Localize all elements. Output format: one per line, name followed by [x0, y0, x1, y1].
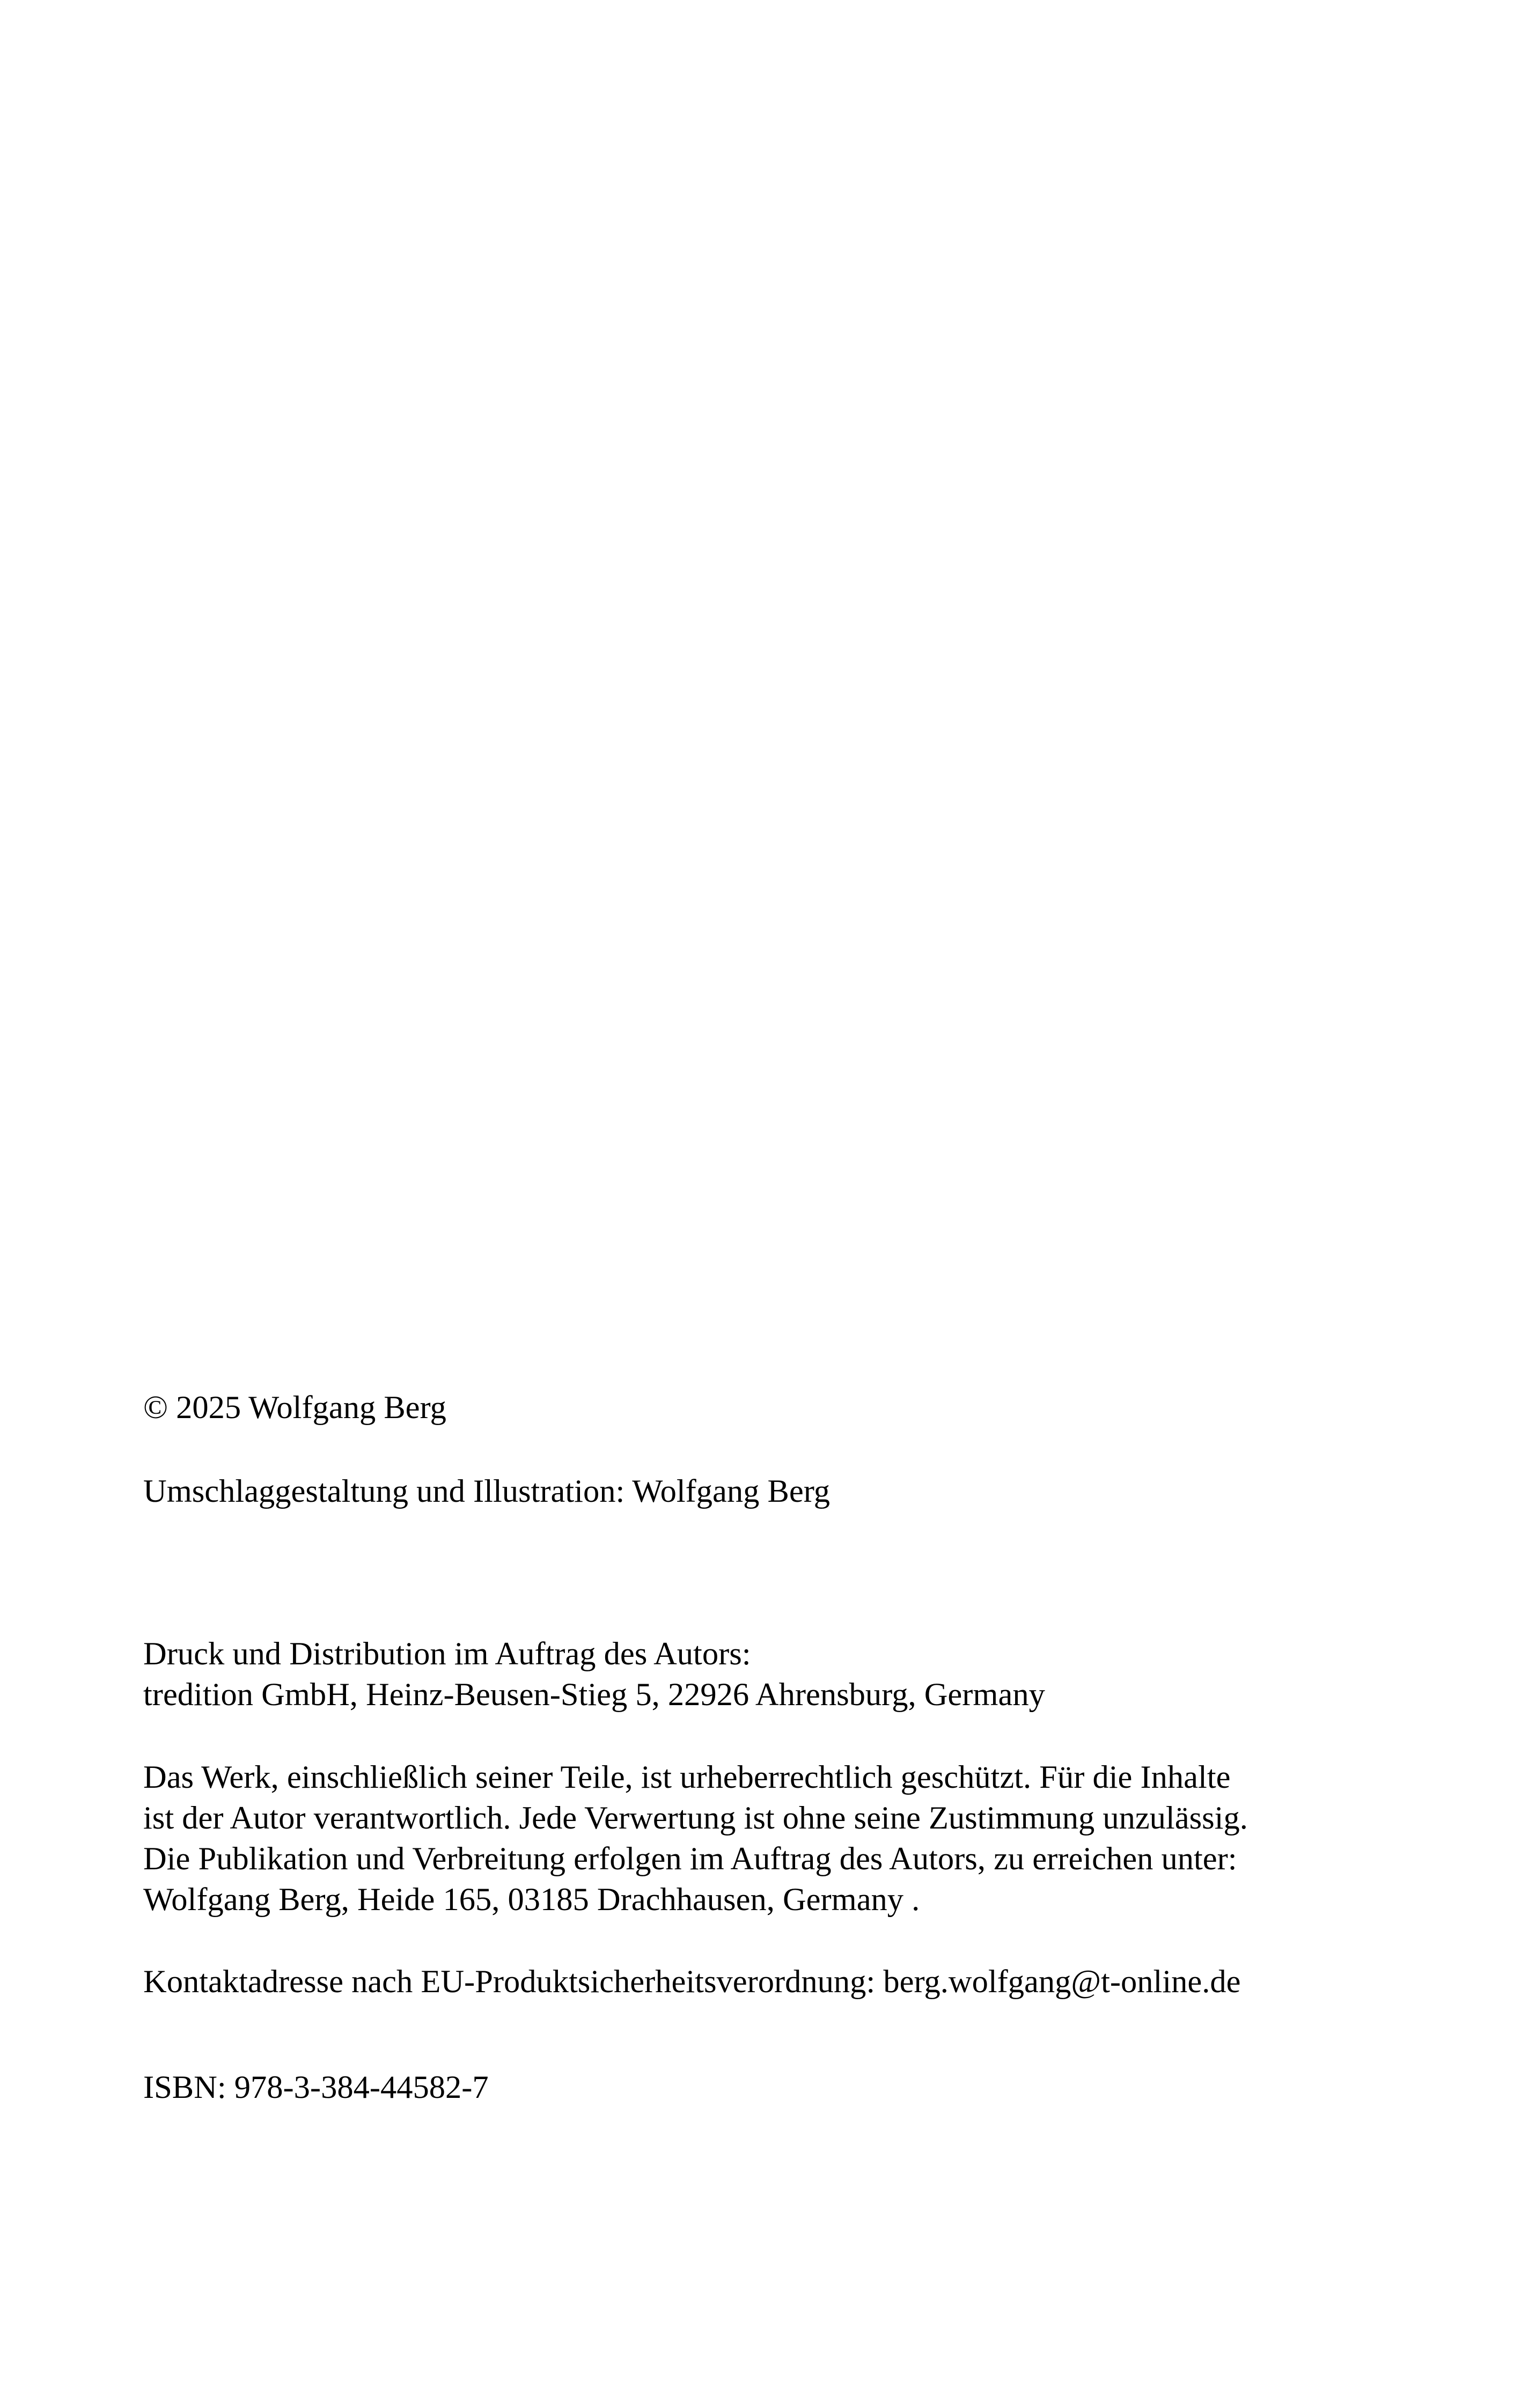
print-distribution-block — [143, 1634, 1045, 1715]
contact-line: Kontaktadresse nach EU-Produktsicherheitsverordnung: berg.wolfgang@t-online.de — [143, 1964, 1241, 2000]
isbn-line: ISBN: 978-3-384-44582-7 — [143, 2069, 489, 2105]
rights-notice-block — [143, 1757, 1248, 1920]
rights-notice-line: Das Werk, einschließlich seiner Teile, ist urheberrechtlich geschützt. Für die Inhalte — [143, 1759, 1231, 1795]
print-distribution-line: Druck und Distribution im Auftrag des Autors: — [143, 1636, 751, 1672]
copyright-line: © 2025 Wolfgang Berg — [143, 1390, 446, 1426]
cover-credit-line: Umschlaggestaltung und Illustration: Wolfgang Berg — [143, 1473, 831, 1509]
publisher-address-line: tredition GmbH, Heinz-Beusen-Stieg 5, 22926 Ahrensburg, Germany — [143, 1677, 1045, 1713]
rights-notice-line: ist der Autor verantwortlich. Jede Verwertung ist ohne seine Zustimmung unzulässig. — [143, 1800, 1248, 1836]
rights-notice-line: Die Publikation und Verbreitung erfolgen im Auftrag des Autors, zu erreichen unter: — [143, 1841, 1237, 1877]
author-address-line: Wolfgang Berg, Heide 165, 03185 Drachhausen, Germany . — [143, 1882, 920, 1918]
